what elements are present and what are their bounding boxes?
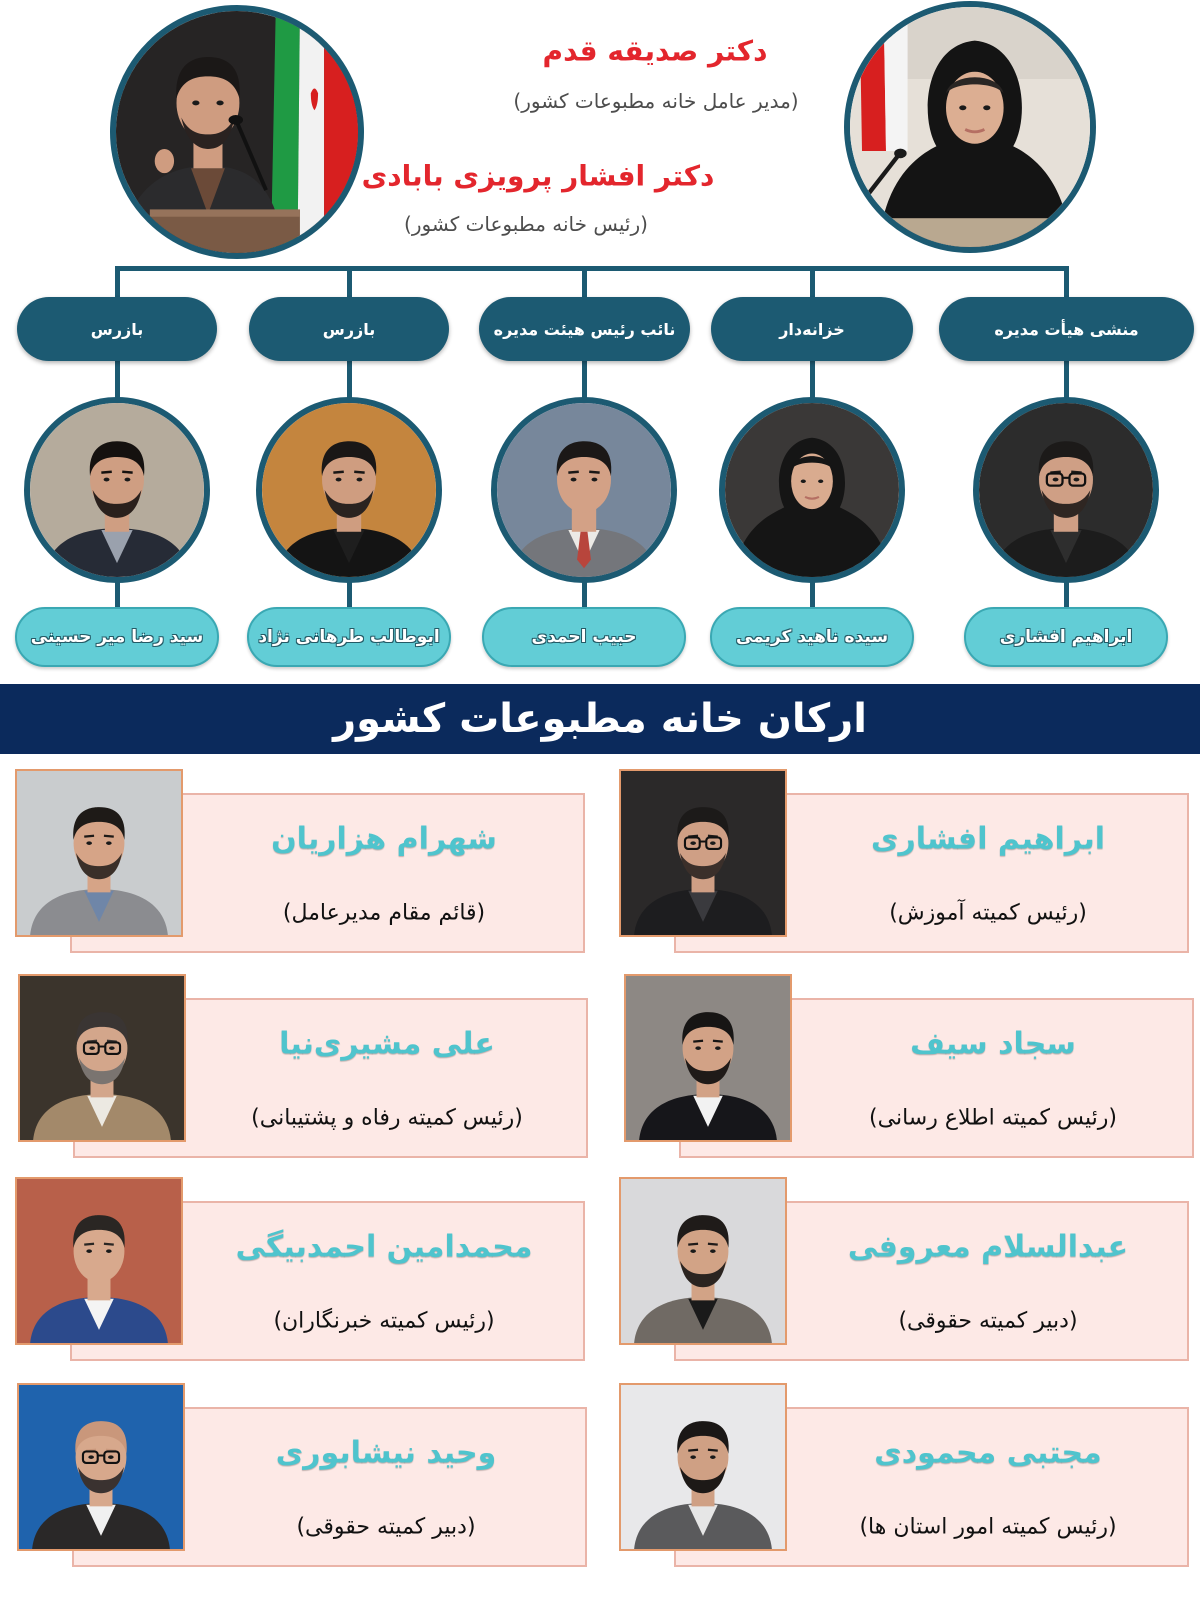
ceo-portrait bbox=[850, 7, 1090, 247]
role-pill-inspector-2 bbox=[17, 297, 217, 361]
chairman-title: (رئیس خانه مطبوعات کشور) bbox=[404, 212, 648, 236]
member-info bbox=[787, 793, 1189, 953]
member-photo bbox=[18, 974, 186, 1142]
member-photo bbox=[619, 1177, 787, 1345]
member-title: (قائم مقام مدیرعامل) bbox=[282, 900, 486, 926]
member-name: سجاد سیف bbox=[910, 1026, 1076, 1062]
ceo-title: (مدیر عامل خانه مطبوعات کشور) bbox=[513, 89, 799, 113]
member-photo bbox=[619, 1383, 787, 1551]
name-pill-vice-chair bbox=[482, 607, 686, 667]
portrait-image bbox=[497, 403, 671, 577]
member-title: (رئیس کمیته امور استان ها) bbox=[859, 1514, 1117, 1540]
member-name: مجتبی محمودی bbox=[874, 1435, 1102, 1471]
portrait-image bbox=[262, 403, 436, 577]
member-photo bbox=[15, 769, 183, 937]
role-label: خزانه‌دار bbox=[779, 319, 845, 339]
board-photo-secretary bbox=[973, 397, 1159, 583]
name-pill-inspector-2 bbox=[15, 607, 219, 667]
member-title: (رئیس کمیته رفاه و پشتیبانی) bbox=[251, 1105, 523, 1131]
member-name: وحید نیشابوری bbox=[275, 1435, 497, 1471]
board-member-name: سیده ناهید کریمی bbox=[735, 627, 889, 647]
member-title: (رئیس کمیته خبرنگاران) bbox=[273, 1308, 495, 1334]
board-photo-vice-chair bbox=[491, 397, 677, 583]
chairman-portrait bbox=[116, 11, 358, 253]
role-pill-inspector-1 bbox=[249, 297, 449, 361]
ceo-photo bbox=[844, 1, 1096, 253]
member-info bbox=[186, 998, 588, 1158]
section-title: ارکان خانه مطبوعات کشور bbox=[333, 696, 867, 742]
name-pill-treasurer bbox=[710, 607, 914, 667]
connector-horizontal bbox=[115, 266, 1069, 271]
member-photo bbox=[619, 769, 787, 937]
member-card bbox=[15, 1177, 585, 1363]
role-label: بازرس bbox=[90, 319, 144, 339]
member-title: (دبیر کمیته حقوقی) bbox=[898, 1308, 1078, 1334]
board-photo-inspector-2 bbox=[24, 397, 210, 583]
member-name: شهرام هزاریان bbox=[271, 821, 497, 857]
board-member-name: سید رضا میر حسینی bbox=[30, 627, 204, 647]
member-title: (رئیس کمیته آموزش) bbox=[889, 900, 1087, 926]
portrait-image bbox=[621, 1179, 785, 1343]
member-card bbox=[619, 1177, 1189, 1363]
member-card bbox=[624, 974, 1194, 1160]
portrait-image bbox=[979, 403, 1153, 577]
member-card bbox=[619, 1383, 1189, 1569]
portrait-image bbox=[621, 771, 785, 935]
role-label: منشی هیأت مدیره bbox=[994, 319, 1139, 339]
name-pill-secretary bbox=[964, 607, 1168, 667]
member-photo bbox=[624, 974, 792, 1142]
portrait-image bbox=[30, 403, 204, 577]
member-info bbox=[183, 1201, 585, 1361]
member-name: علی مشیری‌نیا bbox=[279, 1026, 495, 1062]
member-info bbox=[787, 1407, 1189, 1567]
member-photo bbox=[17, 1383, 185, 1551]
role-label: بازرس bbox=[322, 319, 376, 339]
portrait-image bbox=[20, 976, 184, 1140]
member-info bbox=[787, 1201, 1189, 1361]
board-member-name: ابراهیم افشاری bbox=[999, 627, 1133, 647]
chairman-name: دکتر افشار پرویزی بابادی bbox=[361, 159, 715, 193]
member-name: ابراهیم افشاری bbox=[871, 821, 1105, 857]
portrait-image bbox=[725, 403, 899, 577]
ceo-name: دکتر صدیقه قدم bbox=[542, 34, 768, 68]
member-info bbox=[792, 998, 1194, 1158]
portrait-image bbox=[19, 1385, 183, 1549]
member-name: محمدامین احمدبیگی bbox=[235, 1229, 533, 1265]
member-card bbox=[15, 769, 585, 955]
role-pill-secretary bbox=[939, 297, 1194, 361]
name-pill-inspector-1 bbox=[247, 607, 451, 667]
member-card bbox=[619, 769, 1189, 955]
member-title: (رئیس کمیته اطلاع رسانی) bbox=[869, 1105, 1117, 1131]
portrait-image bbox=[626, 976, 790, 1140]
board-photo-inspector-1 bbox=[256, 397, 442, 583]
member-title: (دبیر کمیته حقوقی) bbox=[296, 1514, 476, 1540]
portrait-image bbox=[17, 1179, 181, 1343]
member-info bbox=[185, 1407, 587, 1567]
member-card bbox=[18, 974, 588, 1160]
role-pill-treasurer bbox=[711, 297, 913, 361]
member-name: عبدالسلام معروفی bbox=[847, 1229, 1129, 1265]
member-card bbox=[17, 1383, 587, 1569]
role-label: نائب رئیس هیئت مدیره bbox=[493, 319, 676, 339]
member-info bbox=[183, 793, 585, 953]
member-photo bbox=[15, 1177, 183, 1345]
role-pill-vice-chair bbox=[479, 297, 690, 361]
board-member-name: حبیب احمدی bbox=[531, 627, 637, 647]
chairman-photo bbox=[110, 5, 364, 259]
board-member-name: ابوطالب طرهانی نژاد bbox=[258, 627, 440, 647]
board-photo-treasurer bbox=[719, 397, 905, 583]
section-banner bbox=[0, 684, 1200, 754]
portrait-image bbox=[17, 771, 181, 935]
portrait-image bbox=[621, 1385, 785, 1549]
